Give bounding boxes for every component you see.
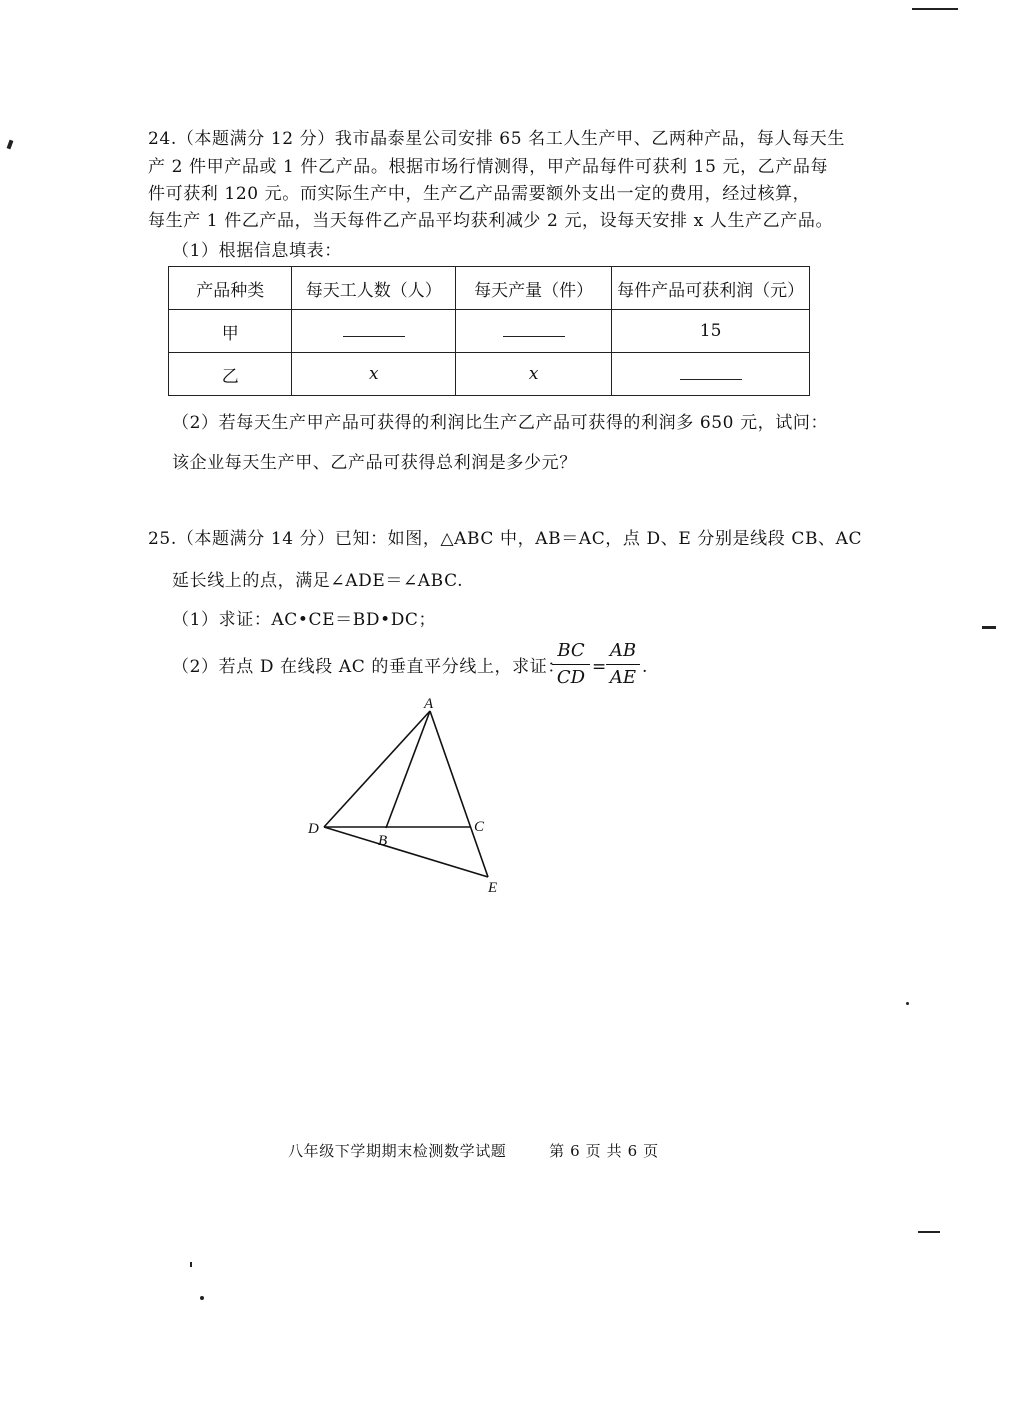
fraction-denominator: AE — [609, 667, 637, 688]
table-cell: 甲 — [169, 310, 292, 353]
scan-mark — [912, 8, 958, 10]
label-b: B — [378, 833, 388, 849]
table-cell-blank — [292, 310, 456, 353]
segment-de — [324, 827, 488, 877]
fraction-bar — [606, 664, 640, 665]
label-e: E — [488, 880, 498, 895]
answer-blank — [343, 326, 405, 337]
scan-mark — [906, 1002, 909, 1005]
table-header-row — [169, 267, 810, 310]
triangle-figure — [300, 695, 540, 895]
info-table — [168, 266, 810, 396]
q25-line-2: 延长线上的点，满足∠ADE＝∠ABC. — [172, 571, 464, 591]
scan-mark — [982, 626, 996, 629]
fraction-bc-cd — [552, 640, 590, 689]
q24-line-2: 产 2 件甲产品或 1 件乙产品。根据市场行情测得，甲产品每件可获利 15 元，乙产品每 — [148, 157, 829, 177]
table-row — [169, 353, 810, 396]
label-c: C — [474, 819, 485, 835]
table-cell-blank — [456, 310, 612, 353]
answer-blank — [680, 369, 742, 380]
fraction-numerator: BC — [557, 640, 585, 661]
table-row — [169, 310, 810, 353]
table-cell-blank — [612, 353, 810, 396]
footer-page-number: 第 6 页 共 6 页 — [549, 1142, 659, 1160]
q24-part1: （1）根据信息填表： — [172, 241, 342, 261]
q25-part1: （1）求证：AC•CE＝BD•DC； — [172, 610, 437, 630]
scan-mark — [190, 1262, 192, 1267]
table-cell: x — [292, 353, 456, 396]
answer-blank — [503, 326, 565, 337]
label-d: D — [308, 821, 319, 837]
q24-part2-line-1: （2）若每天生产甲产品可获得的利润比生产乙产品可获得的利润多 650 元，试问： — [172, 413, 829, 433]
table-header-cell: 产品种类 — [169, 267, 292, 310]
q24-header: 24.（本题满分 12 分）我市晶泰星公司安排 65 名工人生产甲、乙两种产品，每人每天生 — [148, 129, 845, 149]
q24-part2-line-2: 该企业每天生产甲、乙产品可获得总利润是多少元？ — [172, 453, 577, 473]
page-footer — [288, 1140, 659, 1161]
table-header-cell: 每件产品可获利润（元） — [612, 267, 810, 310]
q24-line-3: 件可获利 120 元。而实际生产中，生产乙产品需要额外支出一定的费用，经过核算， — [148, 184, 811, 204]
q25-part2: （2）若点 D 在线段 AC 的垂直平分线上，求证： — [172, 657, 565, 677]
fraction-ab-ae — [606, 640, 640, 689]
footer-title: 八年级下学期期末检测数学试题 — [288, 1142, 507, 1160]
table-cell: x — [456, 353, 612, 396]
label-a: A — [424, 696, 434, 712]
fraction-denominator: CD — [556, 667, 586, 688]
q24-line-4: 每生产 1 件乙产品，当天每件乙产品平均获利减少 2 元，设每天安排 x 人生产乙产品。 — [148, 211, 834, 231]
scan-mark — [7, 140, 14, 150]
fraction-numerator: AB — [609, 640, 637, 661]
segment-da — [324, 711, 430, 827]
period: . — [642, 657, 649, 677]
segment-ae — [430, 711, 488, 877]
scan-mark — [918, 1231, 940, 1233]
segment-ab — [386, 711, 430, 828]
fraction-bar — [552, 664, 590, 665]
q25-header: 25.（本题满分 14 分）已知：如图，△ABC 中，AB＝AC，点 D、E 分别是线段 CB、AC — [148, 529, 863, 549]
table-header-cell: 每天产量（件） — [456, 267, 612, 310]
table-header-cell: 每天工人数（人） — [292, 267, 456, 310]
equals-sign: = — [592, 657, 607, 677]
scan-mark — [200, 1296, 204, 1300]
table-cell: 15 — [612, 310, 810, 353]
table-cell: 乙 — [169, 353, 292, 396]
